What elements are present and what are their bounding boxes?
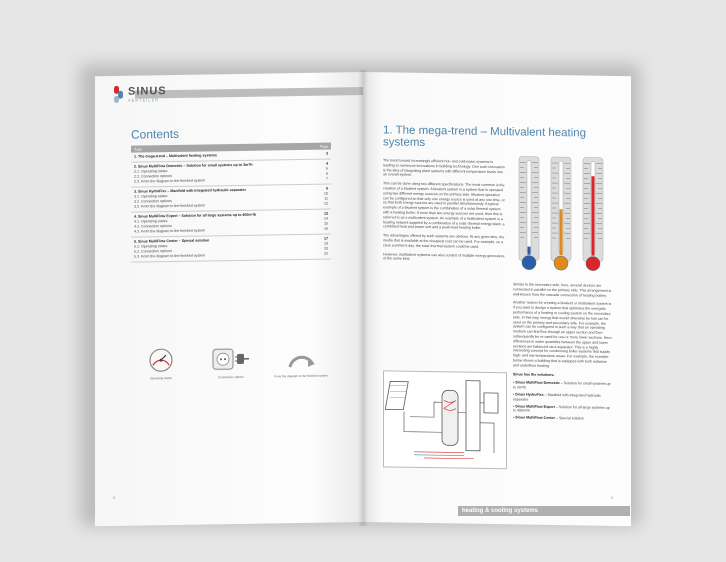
toc-label: 4.3. From the diagram to the finished system <box>134 228 206 234</box>
solutions-heading: Sinus has the solutions: <box>513 371 555 377</box>
paragraph: The advantages offered by such systems are obvious. At any given time, the media that is available at the cheapest cost can be used. For example, on a clear summer's day, the solar thermal system could be used. <box>383 233 505 249</box>
toc-page: 6 <box>326 171 328 176</box>
page-number-left: 2 <box>113 495 115 500</box>
toc-label: 3.2. Connection options <box>134 199 172 204</box>
footer-band <box>458 506 630 516</box>
logo-name: SINUS <box>128 85 167 98</box>
toc-header-topic: Topic <box>134 146 143 152</box>
legend-item-operating <box>131 347 191 381</box>
legend-item-diagram <box>271 345 331 379</box>
solution-desc: – Solution for small systems up to 3m³/h <box>513 381 611 390</box>
toc-label: 2.2. Connection options <box>134 174 172 179</box>
solution-item: ▪ Sinus MultiFlow Expert – Solution for all large systems up to 400m³/h <box>513 403 610 413</box>
toc-page: 15 <box>324 221 328 226</box>
toc-page: 16 <box>324 226 328 231</box>
toc-page: 9 <box>326 186 328 191</box>
paragraph: However, multivalent systems can also consist of multiple energy generators of the same kind. <box>383 251 505 262</box>
toc-label: 5.2. Connection options <box>134 249 172 254</box>
contents-title: Contents <box>131 126 180 142</box>
toc-page: 19 <box>324 241 328 246</box>
paragraph: This can be done using two different specifications. The most common is the creation of a bivalent system. A bivalent system is a system that is operated using two different energy sources on the primary side. Bivalent operation can be configured so that only one energy source is used at any one time, or so that both energy sources are used in parallel simultaneously. A typical example of a bivalent system is the combination of a solar thermal system with a heating boiler. If more than two energy sources are used, then this is referred to as a multivalent system. An example of a multivalent system is a heating network supplied by a combination of a solar thermal energy plant, a combined heat and power unit and a peak-load heating boiler. <box>383 181 505 231</box>
toc-label: 4.2. Connection options <box>134 224 172 229</box>
right-page <box>363 72 631 526</box>
paragraph: The trend toward increasingly efficient hot- and cold-water systems is leading to numerous innovations in building technology. One such innovation is the idea of integrating plant systems with different temperature levels into an overall system. <box>383 158 505 178</box>
toc-row[interactable] <box>134 152 328 160</box>
toc-page: 22 <box>324 251 328 256</box>
toc-page: 7 <box>326 176 328 181</box>
legend-caption: Operating states <box>149 376 172 381</box>
column-left <box>383 158 505 267</box>
header-band <box>135 87 363 99</box>
toc-page: 14 <box>324 216 328 221</box>
toc-page: 11 <box>324 196 328 201</box>
toc-label: 4. Sinus MultiFlow Expert – Solution for all large systems up to 400m³/h <box>134 212 257 219</box>
spine-shadow <box>358 70 368 526</box>
section-title: 1. The mega-trend – Multivalent heating systems <box>383 124 587 149</box>
solution-item: ▪ Sinus HydroFixx – Manifold with integrated hydraulic separator <box>513 392 601 402</box>
thermometer-icon <box>551 157 571 270</box>
toc-label: 2.1. Operating states <box>134 169 168 174</box>
toc-page: 4 <box>326 161 328 166</box>
system-diagram <box>383 370 507 469</box>
legend-item-connection <box>201 346 261 380</box>
paragraph: Another reason for creating a bivalent or multivalent system is if you want to design a system that optimises the energetic performance of a heating or cooling system on the secondary side. In this way, energy that would otherwise be lost can be used on the primary and secondary side. For example, the system can be configured in such a way that an operating medium can first flow through an upper section and then subsequently be re-used for one or more lower sections. Here, differences in water quantities between the upper and lower sections are balanced via a separator. This is a highly interesting concept for condensing boiler systems that supply high- and low-temperature areas. For example, the example below shows a building that is equipped with both radiators and underfloor heating. <box>513 300 613 368</box>
toc-label: 1. The mega-trend – Multivalent heating systems <box>134 153 217 159</box>
socket-plug-icon <box>211 346 251 373</box>
thermometer-icon <box>583 157 603 270</box>
toc-header-page: Page <box>319 144 328 149</box>
toc-label: 2.3. From the diagram to the finished system <box>134 178 206 184</box>
logo-sub: VERTEILER <box>128 97 160 103</box>
page-number-right: 3 <box>611 495 613 500</box>
arc-arrow-icon <box>286 345 316 371</box>
toc-page: 3 <box>326 151 328 156</box>
toc-group <box>131 185 331 213</box>
table-of-contents <box>131 143 331 263</box>
solution-item: ▪ Sinus MultiFlow Center – Special solution <box>513 415 585 421</box>
logo-mark-icon <box>113 86 125 104</box>
solution-name: Sinus MultiFlow Center <box>515 415 556 421</box>
toc-label: 2. Sinus MultiFlow Domestic – Solution for small systems up to 3m³/h <box>134 162 253 169</box>
solution-desc: – Manifold with integrated hydraulic separator <box>513 392 601 402</box>
toc-label: 4.1. Operating states <box>134 219 168 224</box>
toc-label: 5.1. Operating states <box>134 244 168 249</box>
footer-label: heating & cooling systems <box>462 508 539 514</box>
legend-caption: Connection options <box>218 374 244 380</box>
toc-label: 3.3. From the diagram to the finished system <box>134 203 206 209</box>
toc-page: 17 <box>324 236 328 241</box>
legend-caption: From the diagram to the finished system <box>274 373 328 379</box>
legend-icons <box>131 345 331 381</box>
hydraulic-diagram-icon <box>384 371 506 468</box>
toc-page: 13 <box>324 211 328 216</box>
toc-page: 10 <box>324 191 328 196</box>
left-page <box>95 72 363 526</box>
toc-page: 5 <box>326 166 328 171</box>
toc-page: 20 <box>324 246 328 251</box>
solution-name: Sinus HydroFixx <box>515 392 544 397</box>
toc-label: 3. Sinus HydroFixx – Manifold with integrated hydraulic separator <box>134 187 247 194</box>
solution-desc: – Solution for all large systems up to 400m³/h <box>513 404 610 413</box>
toc-label: 5. Sinus MultiFlow Center – Special solution <box>134 238 210 244</box>
thermometer-icon <box>519 156 539 269</box>
paragraph: Similar to the secondary side, here, several devices are connected in parallel on the primary side. This arrangement is well-known from the cascade connection of heating boilers. <box>513 282 612 298</box>
toc-group <box>131 210 331 238</box>
solution-item: ▪ Sinus MultiFlow Domestic – Solution for small systems up to 3m³/h <box>513 380 611 390</box>
gauge-icon <box>148 347 174 373</box>
solution-desc: – Special solution <box>555 416 585 421</box>
toc-page: 12 <box>324 201 328 206</box>
column-right <box>513 282 613 423</box>
solution-name: Sinus MultiFlow Expert <box>515 403 555 409</box>
solution-name: Sinus MultiFlow Domestic <box>515 380 560 386</box>
thermometers-illustration <box>511 154 611 276</box>
toc-group <box>131 235 331 263</box>
sinus-logo <box>113 85 167 104</box>
toc-label: 5.3. From the diagram to the finished system <box>134 253 206 259</box>
toc-group <box>131 160 331 188</box>
toc-label: 3.1. Operating states <box>134 194 168 199</box>
